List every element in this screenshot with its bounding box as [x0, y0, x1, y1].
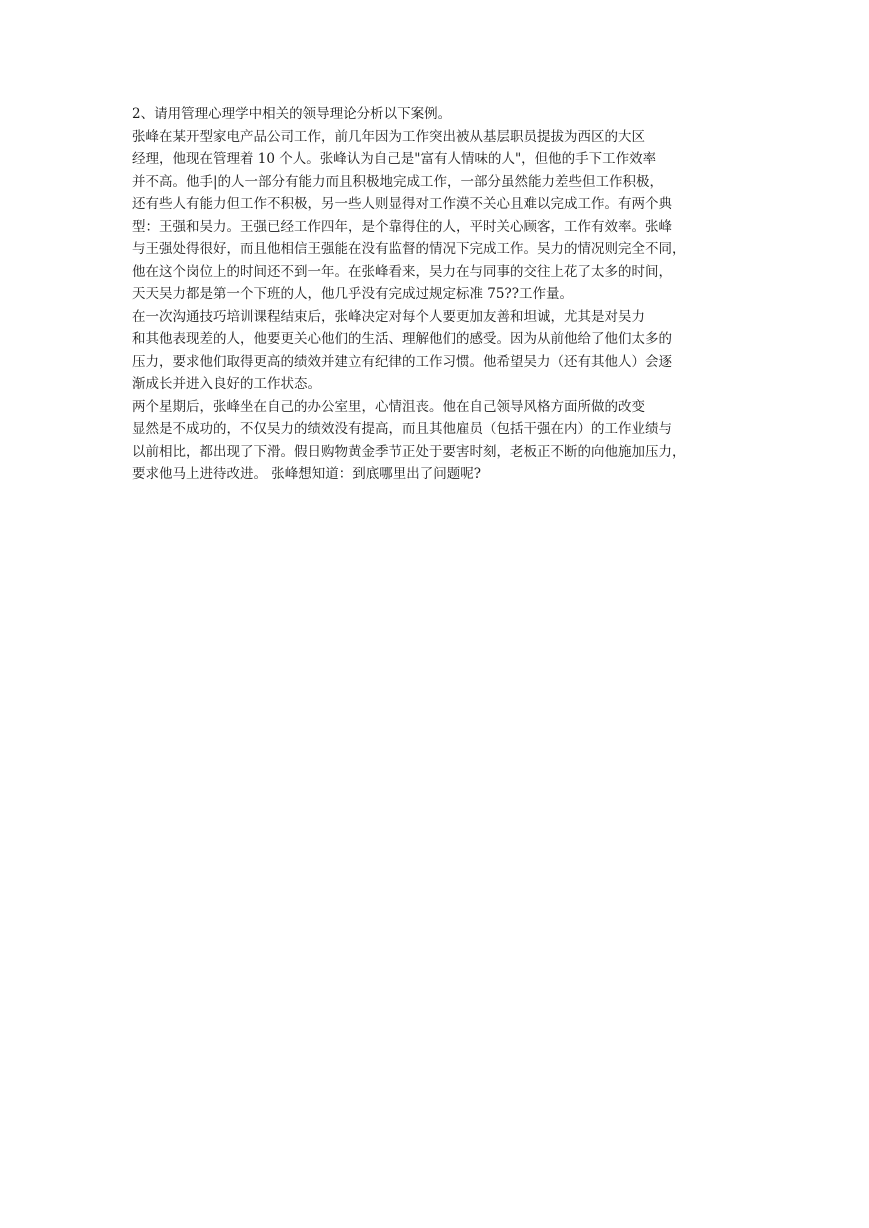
text-line: 显然是不成功的，不仅吴力的绩效没有提高，而且其他雇员（包括干强在内）的工作业绩与	[132, 421, 672, 437]
question-heading: 2、请用管理心理学中相关的领导理论分析以下案例。	[132, 106, 452, 122]
text-line: 在一次沟通技巧培训课程结束后，张峰决定对每个人要更加友善和坦诚，尤其是对吴力	[132, 308, 645, 325]
text-line: 与王强处得很好，而且他相信王强能在没有监督的情况下完成工作。吴力的情况则完全不同，	[132, 241, 686, 257]
text-line: 并不高。他手|的人一部分有能力而且积极地完成工作，一部分虽然能力差些但工作积极，	[132, 173, 664, 190]
text-line: 张峰在某开型家电产品公司工作，前几年因为工作突出被从基层职员提拔为西区的大区	[132, 128, 645, 145]
text-line: 以前相比，都出现了下滑。假日购物黄金季节正处于要害时刻，老板正不断的向他施加压力，	[132, 443, 686, 460]
text-line: 渐成长并进入良好的工作状态。	[132, 376, 321, 392]
text-line: 还有些人有能力但工作不积极，另一些人则显得对工作漠不关心且难以完成工作。有两个典	[132, 196, 672, 212]
case-study-text	[132, 103, 742, 486]
text-line: 型：王强和吴力。王强已经工作四年，是个靠得住的人，平时关心顾客，工作有效率。张峰	[132, 218, 672, 235]
text-line: 要求他马上进待改进。 张峰想知道：到底哪里出了问题呢?	[132, 466, 482, 482]
text-line: 经理，他现在管理着 10 个人。张峰认为自己是"富有人情味的人"，但他的手下工作效率	[132, 151, 657, 167]
text-line: 两个星期后，张峰坐在自己的办公室里，心情沮丧。他在自己领导风格方面所做的改变	[132, 398, 645, 415]
text-line: 压力，要求他们取得更高的绩效并建立有纪律的工作习惯。他希望吴力（还有其他人）会逐	[132, 353, 672, 370]
text-line: 天天吴力都是第一个下班的人，他几乎没有完成过规定标准 75??工作量。	[132, 286, 573, 302]
text-line: 和其他表现差的人，他要更关心他们的生活、理解他们的感受。因为从前他给了他们太多的	[132, 331, 672, 347]
text-line: 他在这个岗位上的时间还不到一年。在张峰看来，吴力在与同事的交往上花了太多的时间，	[132, 263, 672, 280]
